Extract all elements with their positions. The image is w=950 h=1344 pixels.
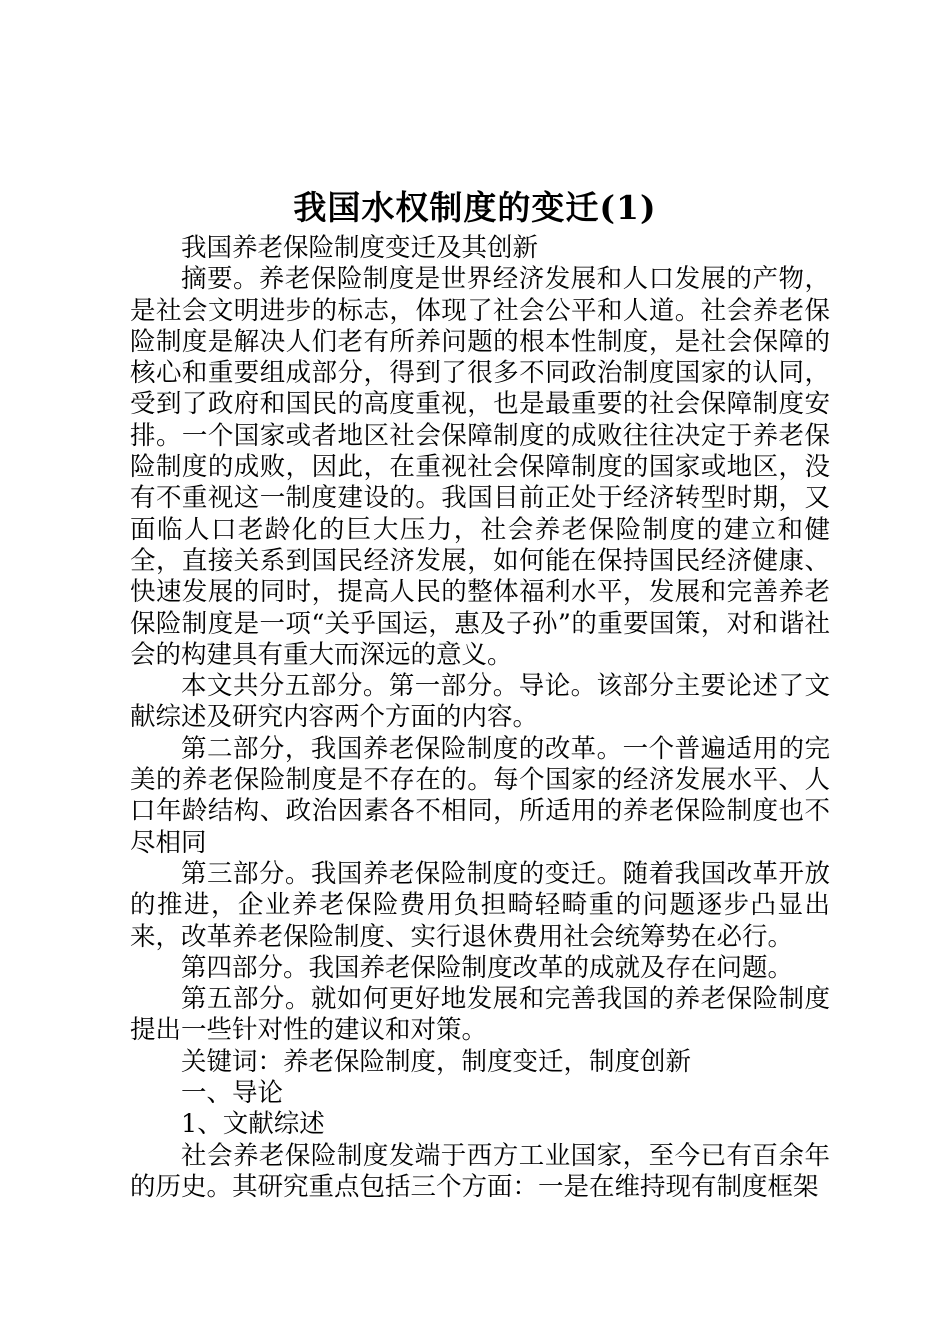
subsection-heading-literature-review: 1、文献综述 [181, 1109, 325, 1140]
part-three-paragraph: 第三部分。我国养老保险制度的变迁。随着我国改革开放的推进，企业养老保险费用负担畸轻畸重的问题逐步凸显出来，改革养老保险制度、实行退休费用社会统筹势在必行。 [130, 858, 830, 952]
part-two-paragraph: 第二部分，我国养老保险制度的改革。一个普遍适用的完美的养老保险制度是不存在的。每个国家的经济发展水平、人口年龄结构、政治因素各不相同，所适用的养老保险制度也不尽相同 [130, 733, 830, 858]
subtitle-paragraph: 我国养老保险制度变迁及其创新 [181, 233, 539, 263]
document-body [130, 233, 830, 1203]
literature-review-paragraph: 社会养老保险制度发端于西方工业国家，至今已有百余年的历史。其研究重点包括三个方面：一是在维持现有制度框架 [130, 1140, 830, 1202]
part-four-paragraph: 第四部分。我国养老保险制度改革的成就及存在问题。 [181, 952, 794, 983]
abstract-paragraph: 摘要。养老保险制度是世界经济发展和人口发展的产物，是社会文明进步的标志，体现了社会公平和人道。社会养老保险制度是解决人们老有所养问题的根本性制度，是社会保障的核心和重要组成部分，得到了很多不同政治制度国家的认同，受到了政府和国民的高度重视，也是最重要的社会保障制度安排。一个国家或者地区社会保障制度的成败往往决定于养老保险制度的成败，因此，在重视社会保障制度的国家或地区，没有不重视这一制度建设的。我国目前正处于经济转型时期，又面临人口老龄化的巨大压力，社会养老保险制度的建立和健全，直接关系到国民经济发展，如何能在保持国民经济健康、快速发展的同时，提高人民的整体福利水平，发展和完善养老保险制度是一项“关乎国运，惠及子孙”的重要国策，对和谐社会的构建具有重大而深远的意义。 [130, 264, 830, 670]
keywords-paragraph: 关键词：养老保险制度，制度变迁，制度创新 [181, 1046, 692, 1077]
document-title: 我国水权制度的变迁(1) [293, 188, 657, 227]
structure-paragraph: 本文共分五部分。第一部分。导论。该部分主要论述了文献综述及研究内容两个方面的内容。 [130, 671, 830, 733]
part-five-paragraph: 第五部分。就如何更好地发展和完善我国的养老保险制度提出一些针对性的建议和对策。 [130, 984, 830, 1046]
section-heading-introduction: 一、导论 [181, 1078, 284, 1109]
